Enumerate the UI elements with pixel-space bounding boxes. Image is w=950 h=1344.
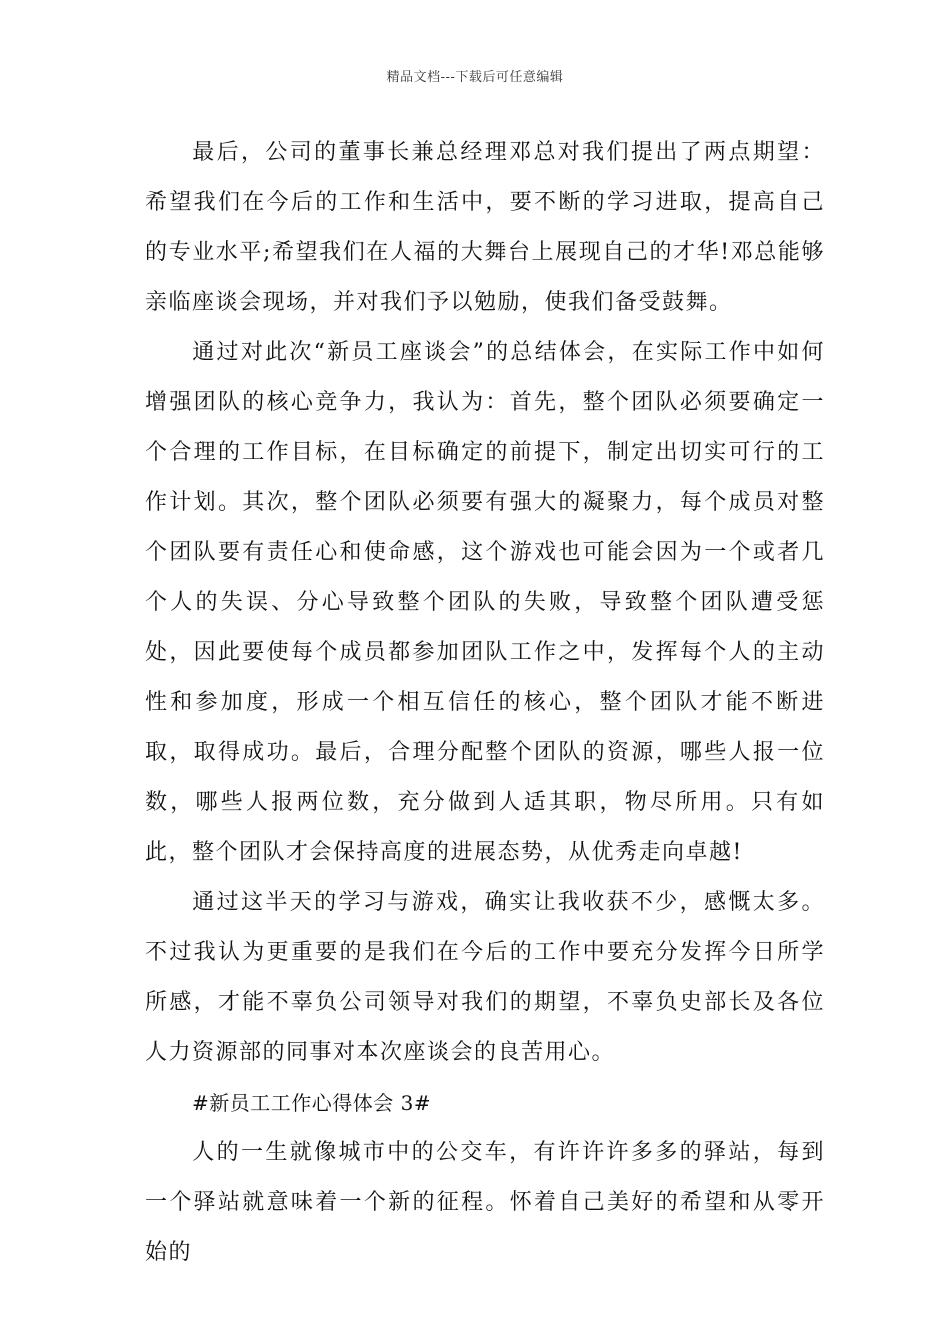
paragraph: 人的一生就像城市中的公交车，有许许许多多的驿站，每到一个驿站就意味着一个新的征程。怀着自己美好的希望和从零开始的	[145, 1140, 825, 1265]
paragraph: 最后，公司的董事长兼总经理邓总对我们提出了两点期望：希望我们在今后的工作和生活中，要不断的学习进取，提高自己的专业水平;希望我们在人福的大舞台上展现自己的才华!邓总能够亲临座谈会现场，并对我们予以勉励，使我们备受鼓舞。	[145, 140, 825, 315]
paragraph: 通过这半天的学习与游戏，确实让我收获不少，感慨太多。不过我认为更重要的是我们在今后的工作中要充分发挥今日所学所感，才能不辜负公司领导对我们的期望，不辜负史部长及各位人力资源部的同事对本次座谈会的良苦用心。	[145, 890, 825, 1065]
section-heading: #新员工工作心得体会 3#	[192, 1091, 432, 1115]
document-body	[145, 128, 825, 1278]
paragraph: 通过对此次“新员工座谈会”的总结体会，在实际工作中如何增强团队的核心竞争力，我认为：首先，整个团队必须要确定一个合理的工作目标，在目标确定的前提下，制定出切实可行的工作计划。其次，整个团队必须要有强大的凝聚力，每个成员对整个团队要有责任心和使命感，这个游戏也可能会因为一个或者几个人的失误、分心导致整个团队的失败，导致整个团队遭受惩处，因此要使每个成员都参加团队工作之中，发挥每个人的主动性和参加度，形成一个相互信任的核心，整个团队才能不断进取，取得成功。最后，合理分配整个团队的资源，哪些人报一位数，哪些人报两位数，充分做到人适其职，物尽所用。只有如此，整个团队才会保持高度的进展态势，从优秀走向卓越!	[145, 340, 825, 865]
page-header: 精品文档---下载后可任意编辑	[386, 70, 564, 85]
